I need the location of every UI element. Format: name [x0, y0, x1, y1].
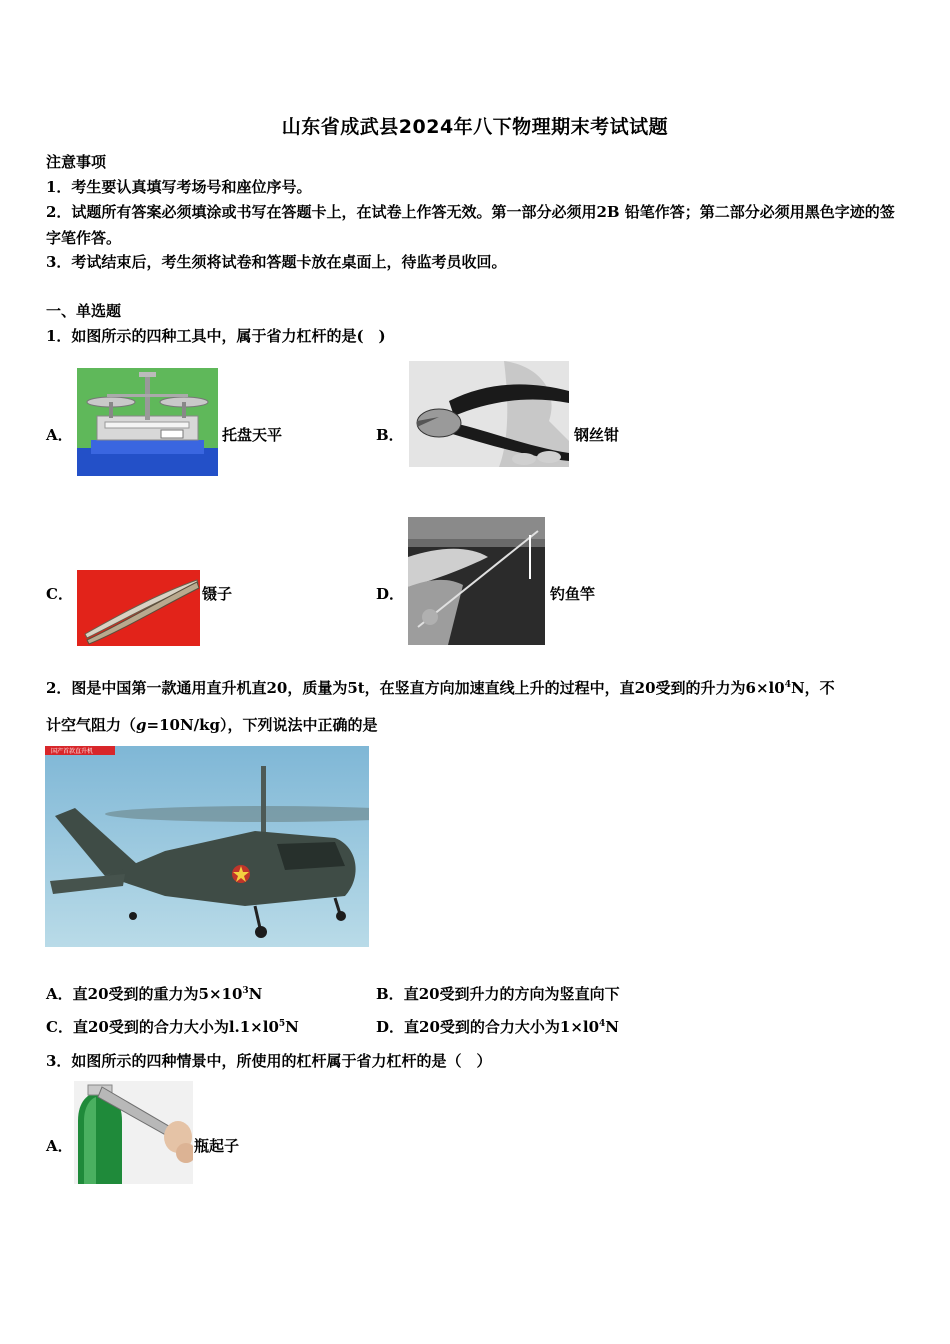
q1-option-c-caption: 镊子	[202, 585, 233, 603]
q2-stem-line2: 计空气阻力（g=10N/kg），下列说法中正确的是	[46, 716, 378, 734]
bottle-opener-image	[74, 1081, 193, 1184]
helicopter-banner-text: 国产首款直升机	[51, 748, 94, 755]
q2-option-d: D．直20受到的合力大小为$1\times l0^4N$	[376, 1018, 620, 1036]
q3-stem: 3．如图所示的四种情景中，所使用的杠杆属于省力杠杆的是（ ）	[46, 1052, 492, 1070]
notice-item-3: 3．考试结束后，考生须将试卷和答题卡放在桌面上，待监考员收回。	[46, 253, 507, 271]
q2-option-a: A．直20受到的重力为$5\times 10^3N$	[46, 985, 263, 1003]
tweezers-image	[77, 570, 200, 646]
page-title: 山东省成武县2024年八下物理期末考试试题	[281, 116, 669, 138]
q1-option-a-caption: 托盘天平	[222, 426, 283, 444]
q2-option-b: B．直20受到升力的方向为竖直向下	[376, 985, 620, 1003]
q2-option-c: C．直20受到的合力大小为$l.1\times l0^5N$	[46, 1018, 299, 1036]
q2-stem-line1: 2．图是中国第一款通用直升机直20，质量为5t，在竖直方向加速直线上升的过程中，直20受到的升力为$6\times l0^4N$，不	[46, 679, 835, 697]
q1-option-b-letter: B．	[376, 426, 404, 444]
q3-option-a-caption: 瓶起子	[194, 1137, 240, 1155]
notice-heading: 注意事项	[46, 153, 107, 171]
q1-stem: 1．如图所示的四种工具中，属于省力杠杆的是( )	[46, 327, 386, 345]
q3-option-a-letter: A．	[46, 1137, 73, 1155]
notice-item-1: 1．考生要认真填写考场号和座位序号。	[46, 178, 312, 196]
q1-option-d-caption: 钓鱼竿	[550, 585, 596, 603]
pliers-image	[409, 361, 569, 467]
fishing-rod-image	[408, 517, 545, 645]
section-heading: 一、单选题	[46, 302, 122, 320]
notice-item-2: 2．试题所有答案必须填涂或书写在答题卡上，在试卷上作答无效。第一部分必须用2B 铅笔作答；第二部分必须用黑色字迹的签字笔作答。	[46, 203, 895, 247]
balance-image	[77, 368, 218, 476]
helicopter-image	[45, 746, 369, 947]
q1-option-b-caption: 钢丝钳	[574, 426, 620, 444]
q1-option-d-letter: D．	[376, 585, 405, 603]
q1-option-a-letter: A．	[46, 426, 73, 444]
q1-option-c-letter: C．	[46, 585, 73, 603]
